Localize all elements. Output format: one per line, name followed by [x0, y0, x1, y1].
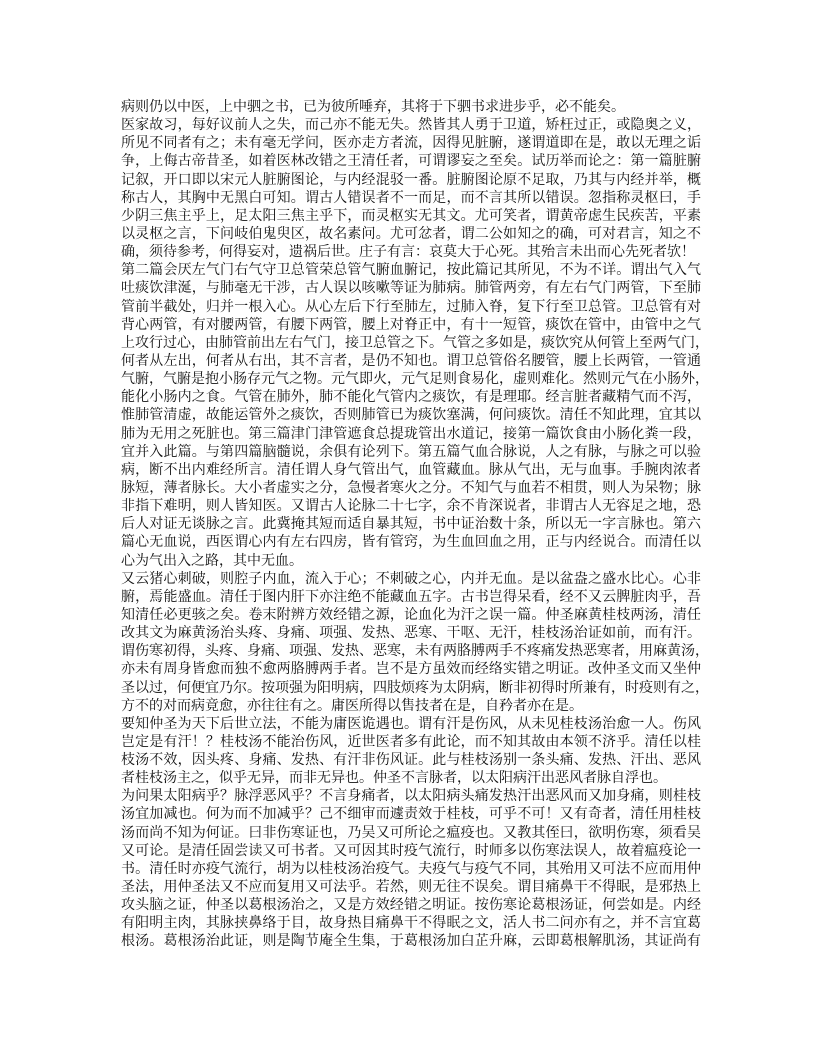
- text-line: 又可论。是清任固尝读又可书者。又可因其时疫气流行，时师多以伤寒法误人，故着瘟疫论一: [121, 842, 701, 859]
- text-line: 汤而尚不知为何证。曰非伤寒证也，乃吴又可所论之瘟疫也。又教其侄曰，欲明伤寒，须看吴: [121, 824, 701, 841]
- text-line: 确，须待参考，何得妄对，遗祸后世。庄子有言：哀莫大于心死。其殆言未出而心先死者欤！: [121, 244, 695, 261]
- text-line: 岂定是有汗！？桂枝汤不能治伤风，近世医者多有此论，而不知其故由本领不济乎。清任以桂: [121, 733, 701, 750]
- text-line: 宜并入此篇。与第四篇脑髓说，余俱有论列下。第五篇气血合脉说，人之有脉，与脉之可以验: [121, 443, 701, 460]
- text-line: 惟肺管清虚，故能运管外之痰饮，否则肺管已为痰饮塞满，何问痰饮。清任不知此理，宜其以: [121, 407, 701, 424]
- text-line: 以灵枢之言，下问岐伯鬼臾区，故名素问。尤可忿者，谓二公如知之的确，可对君言，知之不: [121, 225, 701, 242]
- text-line: 后人对证无谈脉之言。此冀掩其短而适自暴其短，书中证治数十条，所以无一字言脉也。第六: [121, 516, 701, 533]
- text-line: 称古人，其胸中无黑白可知。谓古人错误者不一而足，而不言其所以错误。忽指称灵枢曰，手: [121, 189, 701, 206]
- text-line: 枝汤不效，因头疼、身痛、发热、有汗非伤风证。此与桂枝汤别一条头痛、发热、汗出、恶风: [121, 752, 701, 769]
- text-line: 医家故习，每好议前人之失，而己亦不能无失。然皆其人勇于卫道，矫枉过正，或隐奥之义，: [121, 117, 701, 134]
- text-line: 吐痰饮津涎，与肺毫无干涉，古人误以咳嗽等证为肺病。肺管两旁，有左右气门两管，下至肺: [121, 280, 701, 297]
- text-line: 气腑，气腑是抱小肠存元气之物。元气即火，元气足则食易化，虚则难化。然则元气在小肠外，: [121, 371, 709, 388]
- text-line: 亦未有周身皆愈而独不愈两胳膊两手者。岂不是方虽效而经络实错之明证。改仲圣文而又坐仲: [121, 661, 701, 678]
- text-line: 书。清任时亦疫气流行，胡为以桂枝汤治疫气。夫疫气与疫气不同，其殆用又可法不应而用仲: [121, 860, 701, 877]
- text-line: 圣法，用仲圣法又不应而复用又可法乎。若然，则无往不误矣。谓目痛鼻干不得眠，是邪热上: [121, 879, 701, 896]
- text-line: 何者从左出，何者从右出，其不言者，是仍不知也。谓卫总管俗名腰管，腰上长两管，一管通: [121, 352, 701, 369]
- text-line: 攻头脑之证，仲圣以葛根汤治之，又是方效经错之明证。按伤寒论葛根汤证，何尝如是。内经: [121, 897, 701, 914]
- text-line: 篇心无血说，西医谓心内有左右四房，皆有管窍，为生血回血之用，正与内经说合。而清任以: [121, 534, 701, 551]
- text-line: 能化小肠内之食。气管在肺外，肺不能化气管内之痰饮，有是理耶。经言脏者藏精气而不泻，: [121, 389, 701, 406]
- text-line: 改其文为麻黄汤治头疼、身痛、项强、发热、恶寒、干呕、无汗，桂枝汤治证如前，而有汗。: [121, 625, 701, 642]
- text-line: 所见不同者有之；未有毫无学问，医亦走方者流，因得见脏腑，遂谓道即在是，敢以无理之诟: [121, 135, 701, 152]
- text-line: 方不的对而病竟愈，亦往往有之。庸医所得以售技者在是，自矜者亦在是。: [121, 697, 583, 714]
- text-line: 圣以过，何便宜乃尔。按项强为阳明病，四肢烦疼为太阴病，断非初得时所兼有，时疫则有之，: [121, 679, 709, 696]
- document-body: [121, 98, 709, 951]
- text-line: 汤宜加减也。何为而不加减乎？己不细审而遽责效于桂枝，可乎不可！又有奇者，清任用桂枝: [121, 806, 701, 823]
- text-line: 为问果太阳病乎？脉浮恶风乎？不言身痛者，以太阳病头痛发热汗出恶风而又加身痛，则桂枝: [121, 788, 701, 805]
- text-line: 肺为无用之死脏也。第三篇津门津管遮食总提珑管出水道记，接第一篇饮食由小肠化粪一段，: [121, 425, 701, 442]
- text-line: 根汤。葛根汤治此证，则是陶节庵全生集，于葛根汤加白芷升麻，云即葛根解肌汤，其证尚有: [121, 933, 701, 950]
- text-line: 非指下难明，则人皆知医。又谓古人论脉二十七字，余不肯深说者，非谓古人无容足之地，恐: [121, 498, 701, 515]
- text-line: 腑，焉能盛血。清任于图内肝下亦注绝不能藏血五字。古书岂得呆看，经不又云脾脏肉乎，吾: [121, 588, 701, 605]
- text-line: 第二篇会厌左气门右气守卫总管荣总管气腑血腑记，按此篇记其所见，不为不详。谓出气入气: [121, 262, 701, 279]
- text-line: 记叙，开口即以宋元人脏腑图论，与内经混驳一番。脏腑图论原不足取，乃其与内经并举，概: [121, 171, 701, 188]
- text-line: 上攻行过心，由肺管前出左右气门，接卫总管之下。气管之多如是，痰饮究从何管上至两气门，: [121, 334, 709, 351]
- text-line: 者桂枝汤主之，似乎无异，而非无异也。仲圣不言脉者，以太阳病汗出恶风者脉自浮也。: [121, 770, 667, 787]
- text-line: 病，断不出内难经所言。清任谓人身气管出气，血管藏血。脉从气出，无与血事。手腕肉浓者: [121, 461, 701, 478]
- text-line: 病则仍以中医，上中驷之书，已为彼所唾弃，其将于下驷书求进步乎，必不能矣。: [121, 99, 625, 115]
- text-line: 心为气出入之路，其中无血。: [121, 552, 303, 569]
- text-line: 背心两管，有对腰两管，有腰下两管，腰上对脊正中，有十一短管，痰饮在管中，由管中之气: [121, 316, 701, 333]
- text-line: 知清任必更骇之矣。卷末附辨方效经错之源，论血化为汗之误一篇。仲圣麻黄桂枝两汤，清任: [121, 606, 701, 623]
- text-line: 管前半截处，归并一根入心。从心左后下行至肺左，过肺入脊，复下行至卫总管。卫总管有对: [121, 298, 701, 315]
- text-line: 又云猪心刺破，则腔子内血，流入于心；不刺破之心，内并无血。是以盆盎之盛水比心。心非: [121, 570, 701, 587]
- text-line: 谓伤寒初得，头疼、身痛、项强、发热、恶寒，未有两胳膊两手不疼痛发热恶寒者，用麻黄汤，: [121, 643, 709, 660]
- text-line: 有阳明主肉，其脉挟鼻络于目，故身热目痛鼻干不得眠之文，活人书二问亦有之，并不言宜葛: [121, 915, 701, 932]
- text-line: 争，上侮古帝昔圣，如着医林改错之王清任者，可谓谬妄之至矣。试历举而论之：第一篇脏腑: [121, 153, 701, 170]
- text-line: 要知仲圣为天下后世立法，不能为庸医诡遇也。谓有汗是伤风，从未见桂枝汤治愈一人。伤风: [121, 715, 701, 732]
- text-line: 脉短，薄者脉长。大小者虚实之分，急慢者寒火之分。不知气与血若不相贯，则人为呆物；脉: [121, 479, 701, 496]
- text-line: 少阴三焦主乎上，足太阳三焦主乎下，而灵枢实无其文。尤可笑者，谓黄帝虑生民疾苦，平素: [121, 207, 701, 224]
